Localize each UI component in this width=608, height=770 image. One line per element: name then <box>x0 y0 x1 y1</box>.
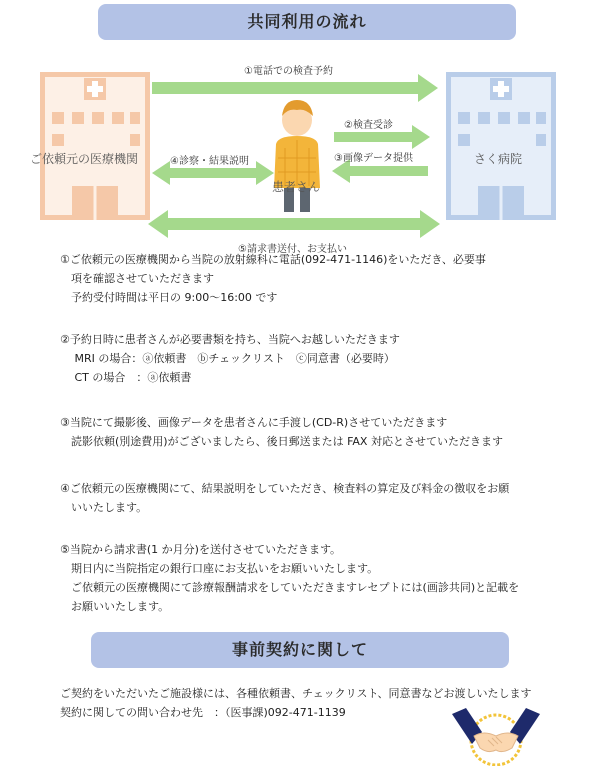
step-4 <box>60 479 509 517</box>
arrow-3-label: ③画像データ提供 <box>334 153 413 164</box>
clinic-label: ご依頼元の医療機関 <box>30 152 139 166</box>
step-4-line: いいたします。 <box>60 501 148 514</box>
step-2-line: CT の場合 ：ⓐ依頼書 <box>60 371 192 384</box>
step-1-line: 予約受付時間は平日の 9:00～16:00 です <box>60 291 278 304</box>
step-5 <box>60 540 519 616</box>
arrow-1-label: ①電話での検査予約 <box>244 66 333 77</box>
contract-title: 事前契約に関して <box>231 640 368 659</box>
arrow-5-label: ⑤請求書送付、お支払い <box>238 244 347 255</box>
contract-line: ご契約をいただいたご施設様には、各種依頼書、チェックリスト、同意書などお渡しいたします <box>60 687 532 700</box>
step-2-line: ②予約日時に患者さんが必要書類を持ち、当院へお越しいただきます <box>60 333 400 346</box>
step-3-line: 読影依頼(別途費用)がございましたら、後日郵送または FAX 対応とさせていただきます <box>60 435 503 448</box>
clinic-building-icon <box>40 72 150 220</box>
step-3 <box>60 413 503 451</box>
hospital-building-icon <box>446 72 556 220</box>
arrow-1-reservation <box>152 74 438 102</box>
step-1 <box>60 250 486 307</box>
step-3-line: ③当院にて撮影後、画像データを患者さんに手渡し(CD-R)させていただきます <box>60 416 448 429</box>
handshake-icon <box>450 706 542 766</box>
flow-title-banner <box>98 4 516 40</box>
step-2-line: MRI の場合：ⓐ依頼書 ⓑチェックリスト ⓒ同意書（必要時） <box>60 352 395 365</box>
patient-label: 患者さん <box>272 180 321 194</box>
step-5-line: ⑤当院から請求書(1 か月分)を送付させていただきます。 <box>60 543 342 556</box>
step-2 <box>60 330 400 387</box>
step-5-line: 期日内に当院指定の銀行口座にお支払いをお願いいたします。 <box>60 562 379 575</box>
flow-diagram <box>0 48 608 258</box>
step-5-line: お願いいたします。 <box>60 600 170 613</box>
step-1-line: ①ご依頼元の医療機関から当院の放射線科に電話(092-471-1146)をいただき、必要事 <box>60 253 486 266</box>
step-5-line: ご依頼元の医療機関にて診療報酬請求をしていただきますレセプトには(画診共同)と記載を <box>60 581 520 594</box>
patient-icon <box>274 100 320 212</box>
contract-line: 契約に関しての問い合わせ先 ：（医事課)092-471-1139 <box>60 706 346 719</box>
flow-title: 共同利用の流れ <box>247 12 367 31</box>
arrow-2-label: ②検査受診 <box>344 120 393 131</box>
hospital-label: さく病院 <box>474 152 523 166</box>
contract-title-banner <box>91 632 509 668</box>
step-1-line: 項を確認させていただきます <box>60 272 214 285</box>
arrow-4-label: ④診察・結果説明 <box>170 156 249 167</box>
step-4-line: ④ご依頼元の医療機関にて、結果説明をしていただき、検査料の算定及び料金の徴収をお願 <box>60 482 510 495</box>
arrow-5-billing <box>148 210 440 238</box>
